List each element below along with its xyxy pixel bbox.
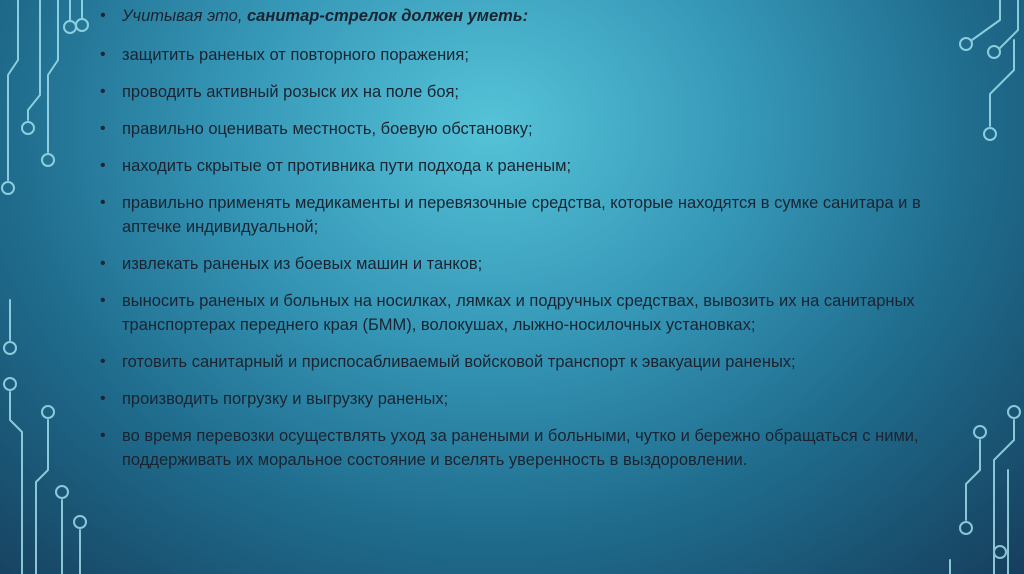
bullet-dot: • [100,353,106,370]
list-item-text: правильно применять медикаменты и перевязочные средства, которые находятся в сумке санитара и в аптечке индивидуальной; [122,194,921,236]
bullet-dot: • [100,194,106,211]
circuit-trace [972,0,1000,40]
circuit-node [1008,406,1020,418]
list-item-text: готовить санитарный и приспосабливаемый войсковой транспорт к эвакуации раненых; [122,353,796,371]
circuit-trace [990,40,1014,126]
heading-suffix: : [522,7,529,25]
circuit-node [22,122,34,134]
bullet-dot: • [100,120,106,137]
circuit-trace [10,392,22,574]
list-item [98,154,928,178]
circuit-trace [8,0,18,180]
list-item [98,117,928,141]
bullet-dot: • [100,7,106,24]
list-item-text: правильно оценивать местность, боевую обстановку; [122,120,533,138]
circuit-trace [966,440,980,520]
bullet-dot: • [100,46,106,63]
list-item [98,43,928,67]
circuit-node [960,38,972,50]
bullet-dot: • [100,427,106,444]
circuit-trace [1000,0,1018,48]
list-item-text: выносить раненых и больных на носилках, лямках и подручных средствах, вывозить их на санитарных транспортерах переднего края (БММ), волокушах, лыжно-носилочных установках; [122,292,915,334]
circuit-trace [48,0,58,152]
circuit-node [4,342,16,354]
circuit-node [2,182,14,194]
list-item-text: извлекать раненых из боевых машин и танков; [122,255,483,273]
bullet-dot: • [100,292,106,309]
list-item-text: во время перевозки осуществлять уход за ранеными и больными, чутко и бережно обращаться с ними, поддерживать их моральное состояние и вселять уверенность в выздоровлении. [122,427,919,469]
slide-content [98,4,928,485]
heading-prefix: Учитывая это, [122,7,247,25]
list-item [98,350,928,374]
list-item [98,80,928,104]
circuit-node [994,546,1006,558]
list-item-text: производить погрузку и выгрузку раненых; [122,390,449,408]
list-item [98,252,928,276]
list-item-text: находить скрытые от противника пути подхода к раненым; [122,157,572,175]
circuit-trace [28,0,40,120]
circuit-node [42,406,54,418]
bullet-dot: • [100,390,106,407]
circuit-node [960,522,972,534]
circuit-node [74,516,86,528]
bullet-dot: • [100,83,106,100]
list-item [98,289,928,337]
heading-bold: санитар-стрелок должен уметь [247,7,523,25]
list-item [98,387,928,411]
bullet-dot: • [100,157,106,174]
circuit-node [974,426,986,438]
list-item [98,191,928,239]
circuit-trace [36,420,48,574]
list-item [98,424,928,472]
bullet-list [98,43,928,472]
circuit-node [64,21,76,33]
circuit-node [988,46,1000,58]
circuit-node [42,154,54,166]
bullet-dot: • [100,255,106,272]
list-item-text: защитить раненых от повторного поражения; [122,46,469,64]
circuit-node [76,19,88,31]
circuit-node [984,128,996,140]
slide-heading [98,4,928,28]
circuit-node [4,378,16,390]
list-item-text: проводить активный розыск их на поле боя; [122,83,460,101]
circuit-trace [994,420,1014,574]
circuit-node [56,486,68,498]
